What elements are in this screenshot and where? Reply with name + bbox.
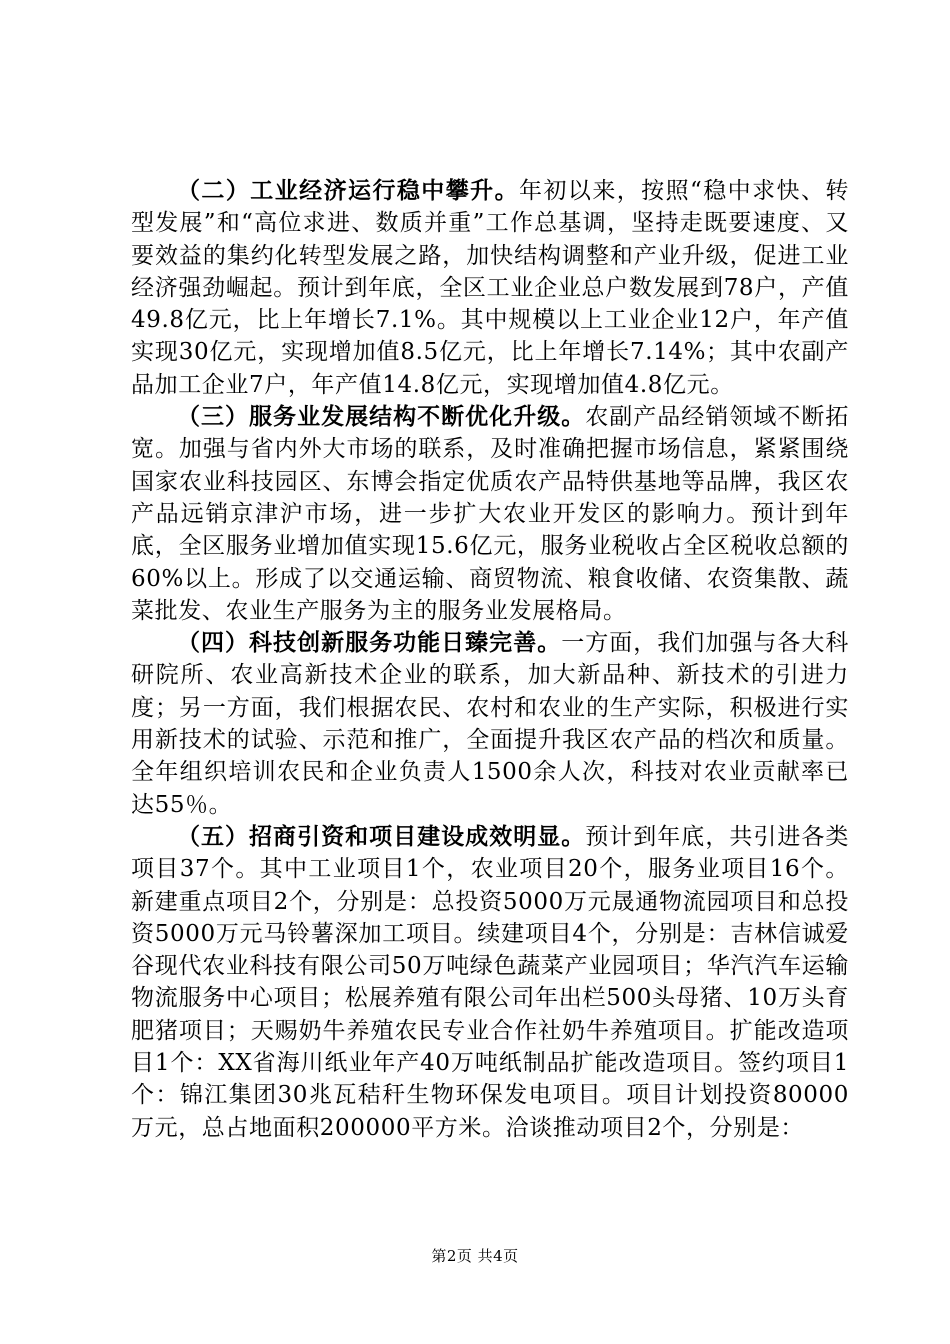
paragraph-heading: （四）科技创新服务功能日臻完善。 [177,630,562,657]
paragraph-industrial-economy [131,175,849,401]
paragraph-body: 一方面，我们加强与各大科研院所、农业高新技术企业的联系，加大新品种、新技术的引进力度；另一方面，我们根据农民、农村和农业的生产实际，积极进行实用新技术的试验、示范和推广，全面提升我区农产品的档次和质量。全年组织培训农民和企业负责人1500余人次，科技对农业贡献率已达55％。 [131,630,849,818]
paragraph-body: 预计到年底，共引进各类项目37个。其中工业项目1个，农业项目20个，服务业项目16个。新建重点项目2个，分别是：总投资5000万元晟通物流园项目和总投资5000万元马铃薯深加工项目。续建项目4个，分别是：吉林信诚爱谷现代农业科技有限公司50万吨绿色蔬菜产业园项目；华汽汽车运输物流服务中心项目；松展养殖有限公司年出栏500头母猪、10万头育肥猪项目；天赐奶牛养殖农民专业合作社奶牛养殖项目。扩能改造项目1个：XX省海川纸业年产40万吨纸制品扩能改造项目。签约项目1个：锦江集团30兆瓦秸秆生物环保发电项目。项目计划投资80000万元，总占地面积200000平方米。洽谈推动项目2个，分别是： [131,823,849,1141]
paragraph-body: 年初以来，按照“稳中求快、转型发展”和“高位求进、数质并重”工作总基调，坚持走既要速度、又要效益的集约化转型发展之路，加快结构调整和产业升级，促进工业经济强劲崛起。预计到年底，全区工业企业总户数发展到78户，产值49.8亿元，比上年增长7.1%。其中规模以上工业企业12户，年产值实现30亿元，实现增加值8.5亿元，比上年增长7.14%；其中农副产品加工企业7户，年产值14.8亿元，实现增加值4.8亿元。 [131,178,849,398]
paragraph-heading: （五）招商引资和项目建设成效明显。 [177,823,586,850]
paragraph-tech-innovation [131,627,849,821]
paragraph-heading: （三）服务业发展结构不断优化升级。 [177,404,586,431]
document-body [131,175,849,1144]
paragraph-service-industry [131,401,849,627]
page-number-footer: 第2页 共4页 [431,1247,519,1265]
paragraph-body: 农副产品经销领域不断拓宽。加强与省内外大市场的联系，及时准确把握市场信息，紧紧围绕国家农业科技园区、东博会指定优质农产品特供基地等品牌，我区农产品远销京津沪市场，进一步扩大农业开发区的影响力。预计到年底，全区服务业增加值实现15.6亿元，服务业税收占全区税收总额的60%以上。形成了以交通运输、商贸物流、粮食收储、农资集散、蔬菜批发、农业生产服务为主的服务业发展格局。 [131,404,849,624]
paragraph-investment-projects [131,821,849,1144]
paragraph-heading: （二）工业经济运行稳中攀升。 [177,178,520,204]
